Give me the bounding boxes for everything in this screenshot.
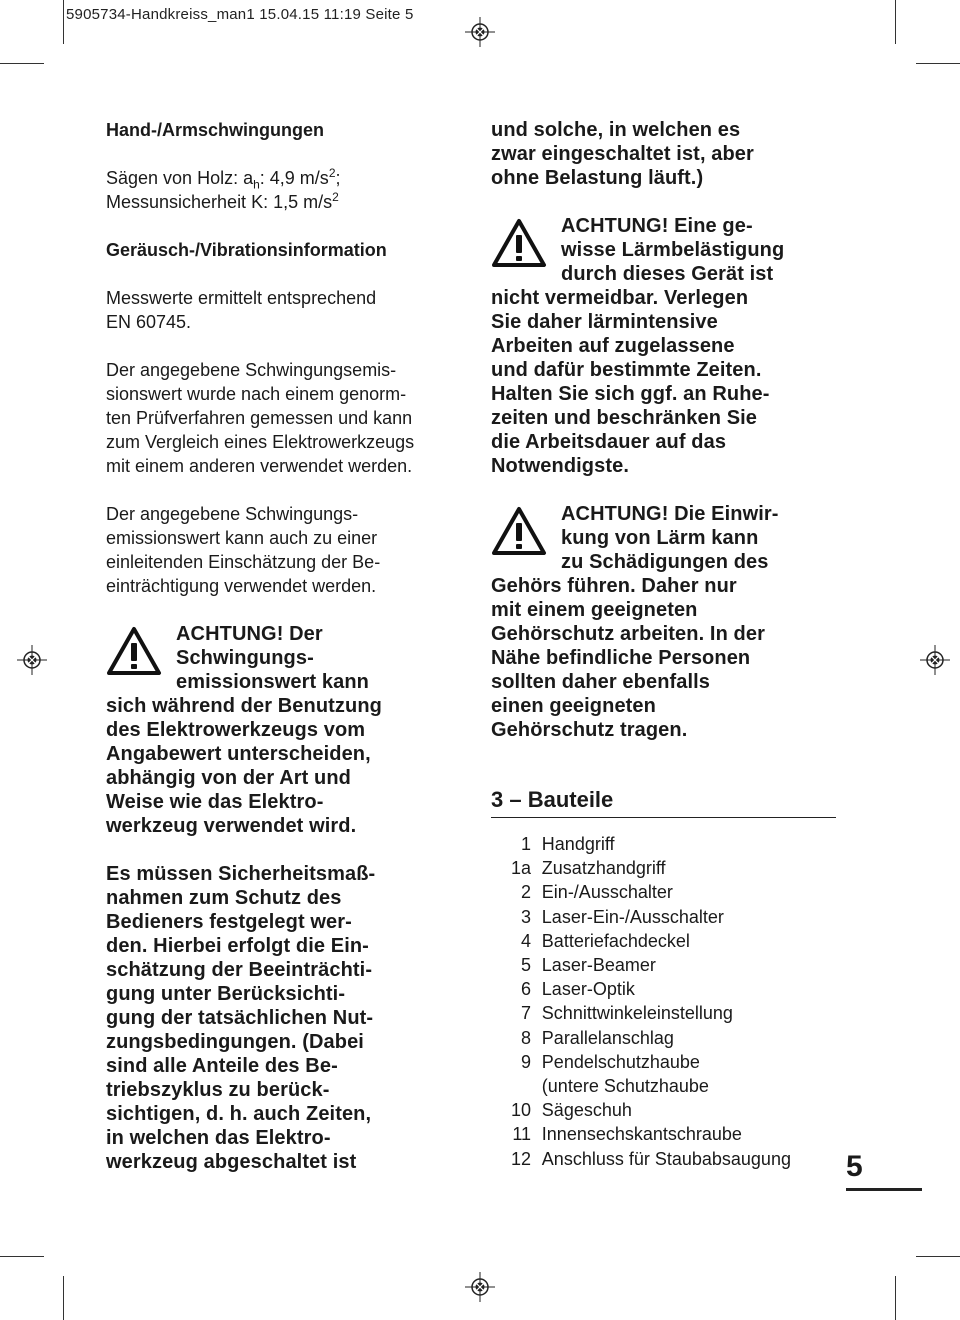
text-line: sichtigen, d. h. auch Zeiten, xyxy=(106,1103,372,1125)
registration-mark-top-icon xyxy=(465,17,495,47)
list-item xyxy=(491,832,836,856)
list-item xyxy=(491,977,836,1001)
text-line: einträchtigung verwendet werden. xyxy=(106,576,377,596)
crop-mark-top-right-h xyxy=(916,63,960,64)
part-number: 3 xyxy=(520,906,531,927)
part-label: Innensechskantschraube xyxy=(541,1124,742,1145)
warning-triangle-icon xyxy=(491,218,547,268)
text-line: ACHTUNG! Der xyxy=(176,623,323,645)
text-line: kung von Lärm kann xyxy=(561,527,759,549)
part-label: Ein-/Ausschalter xyxy=(541,882,673,903)
text-line: in welchen das Elektro- xyxy=(106,1127,331,1149)
crop-mark-top-left-v xyxy=(63,0,64,44)
measured-line-1: Messwerte ermittelt entsprechend xyxy=(106,288,377,308)
text-line: Gehörs führen. Daher nur xyxy=(491,575,737,597)
part-number: 1 xyxy=(520,834,531,854)
text-line: Angabewert unterscheiden, xyxy=(106,743,371,765)
text-line: Notwendigste. xyxy=(491,455,629,477)
crop-mark-bottom-right-h xyxy=(916,1256,960,1257)
list-item xyxy=(491,1001,836,1025)
registration-mark-left-icon xyxy=(17,645,47,675)
text-line: Es müssen Sicherheitsmaß- xyxy=(106,863,376,885)
continuation-paragraph xyxy=(491,118,836,190)
text-line: und dafür bestimmte Zeiten. xyxy=(491,359,762,381)
text-line: zeiten und beschränken Sie xyxy=(491,407,758,429)
text-line: und solche, in welchen es xyxy=(491,119,741,141)
list-item xyxy=(491,929,836,953)
text-line: sich während der Benutzung xyxy=(106,695,382,717)
part-label: Pendelschutzhaube xyxy=(541,1051,700,1072)
text-line: mit einem geeigneten xyxy=(491,599,698,621)
text-line: zwar eingeschaltet ist, aber xyxy=(491,143,754,165)
warning-hearing-damage xyxy=(491,502,836,742)
saw-wood-value: Sägen von Holz: $a_h$: 4,9 $m/s^2$; xyxy=(106,166,341,192)
list-item xyxy=(491,1050,836,1074)
text-line: emissionswert kann auch zu einer xyxy=(106,528,378,548)
text-line: sind alle Anteile des Be- xyxy=(106,1055,338,1077)
part-number: 4 xyxy=(520,930,531,951)
crop-mark-bottom-left-v xyxy=(63,1276,64,1320)
text-line: schätzung der Beeinträchti- xyxy=(106,959,373,981)
text-line: triebszyklus zu berück- xyxy=(106,1079,330,1101)
text-line: Sie daher lärmintensive xyxy=(491,311,718,333)
part-label: Batteriefachdeckel xyxy=(541,930,690,951)
part-label: Anschluss für Staubabsaugung xyxy=(541,1148,791,1169)
safety-measures-paragraph xyxy=(106,862,446,1174)
part-label: Zusatzhandgriff xyxy=(541,858,666,879)
text-line: werkzeug abgeschaltet ist xyxy=(106,1151,357,1173)
text-line: gung unter Berücksichti- xyxy=(106,983,346,1005)
text-line: Der angegebene Schwingungs- xyxy=(106,504,359,524)
part-number: 6 xyxy=(520,979,531,1000)
registration-mark-bottom-icon xyxy=(465,1272,495,1302)
part-label: Handgriff xyxy=(541,834,615,854)
text-line: gung der tatsächlichen Nut- xyxy=(106,1007,374,1029)
crop-mark-bottom-left-h xyxy=(0,1256,44,1257)
list-item xyxy=(491,1026,836,1050)
uncertainty-value: Messunsicherheit K: 1,5 $m/s^2$ xyxy=(106,190,339,212)
text-line: ohne Belastung läuft.) xyxy=(491,167,704,189)
list-item xyxy=(491,1074,836,1098)
text-line: Halten Sie sich ggf. an Ruhe- xyxy=(491,383,770,405)
list-item xyxy=(491,856,836,880)
text-line: durch dieses Gerät ist xyxy=(561,263,774,285)
warning-vibration xyxy=(106,622,446,838)
text-line: Nähe befindliche Personen xyxy=(491,647,751,669)
part-number: 2 xyxy=(520,882,531,903)
part-label: Schnittwinkeleinstellung xyxy=(541,1003,733,1024)
warning-noise-nuisance xyxy=(491,214,836,478)
page-number: 5 xyxy=(846,1150,863,1183)
text-line: abhängig von der Art und xyxy=(106,767,351,789)
vibration-paragraph-2 xyxy=(106,502,446,598)
text-line: mit einem anderen verwendet werden. xyxy=(106,456,413,476)
crop-mark-top-right-v xyxy=(895,0,896,44)
noise-vibration-heading: Geräusch-/Vibrationsinformation xyxy=(106,240,387,260)
part-label: Laser-Optik xyxy=(541,979,635,1000)
part-number: 9 xyxy=(520,1051,531,1072)
warning-triangle-icon xyxy=(106,626,162,676)
text-line: wisse Lärmbelästigung xyxy=(561,239,785,261)
list-item xyxy=(491,905,836,929)
part-label: Laser-Ein-/Ausschalter xyxy=(541,906,724,927)
list-item xyxy=(491,1098,836,1122)
text-line: Schwingungs- xyxy=(176,647,314,669)
text-line: den. Hierbei erfolgt die Ein- xyxy=(106,935,369,957)
text-line: ACHTUNG! Die Einwir- xyxy=(561,503,779,525)
part-number: 7 xyxy=(520,1003,531,1024)
text-line: des Elektrowerkzeugs vom xyxy=(106,719,366,741)
text-line: zum Vergleich eines Elektrowerkzeugs xyxy=(106,432,415,452)
text-line: ACHTUNG! Eine ge- xyxy=(561,215,753,237)
section-title: 3 – Bauteile xyxy=(491,786,836,818)
part-number: 5 xyxy=(520,955,531,976)
part-number xyxy=(491,1074,531,1098)
crop-mark-top-left-h xyxy=(0,63,44,64)
list-item xyxy=(491,880,836,904)
part-number: 1a xyxy=(510,858,531,879)
print-slug: 5905734-Handkreiss_man1 15.04.15 11:19 Seite 5 xyxy=(66,6,414,23)
part-number: 12 xyxy=(510,1148,531,1169)
crop-mark-bottom-right-v xyxy=(895,1276,896,1320)
page-number-rule xyxy=(846,1188,922,1191)
registration-mark-right-icon xyxy=(920,645,950,675)
text-line: Gehörschutz arbeiten. In der xyxy=(491,623,765,645)
text-line: nahmen zum Schutz des xyxy=(106,887,342,909)
parts-list xyxy=(491,832,836,1171)
list-item xyxy=(491,1122,836,1146)
part-label: Laser-Beamer xyxy=(541,955,656,976)
text-line: zu Schädigungen des xyxy=(561,551,769,573)
part-label: Parallelanschlag xyxy=(541,1027,674,1048)
warning-triangle-icon xyxy=(491,506,547,556)
text-line: Weise wie das Elektro- xyxy=(106,791,324,813)
text-line: Arbeiten auf zugelassene xyxy=(491,335,735,357)
text-line: nicht vermeidbar. Verlegen xyxy=(491,287,749,309)
text-line: Bedieners festgelegt wer- xyxy=(106,911,352,933)
part-number: 11 xyxy=(512,1124,531,1145)
part-label: Sägeschuh xyxy=(541,1100,632,1121)
measured-line-2: EN 60745. xyxy=(106,312,192,332)
part-label: (untere Schutzhaube xyxy=(541,1076,709,1097)
hand-arm-vibration-heading: Hand-/Armschwingungen xyxy=(106,120,325,140)
text-line: emissionswert kann xyxy=(176,671,369,693)
left-column xyxy=(106,118,446,1174)
text-line: sollten daher ebenfalls xyxy=(491,671,711,693)
right-column xyxy=(491,118,836,1171)
text-line: einen geeigneten xyxy=(491,695,656,717)
list-item xyxy=(491,953,836,977)
text-line: einleitenden Einschätzung der Be- xyxy=(106,552,381,572)
part-number: 10 xyxy=(510,1100,531,1121)
text-line: zungsbedingungen. (Dabei xyxy=(106,1031,364,1053)
text-line: sionswert wurde nach einem genorm- xyxy=(106,384,407,404)
text-line: werkzeug verwendet wird. xyxy=(106,815,357,837)
text-line: Gehörschutz tragen. xyxy=(491,719,688,741)
list-item xyxy=(491,1147,836,1171)
part-number: 8 xyxy=(520,1027,531,1048)
text-line: Der angegebene Schwingungsemis- xyxy=(106,360,397,380)
text-line: ten Prüfverfahren gemessen und kann xyxy=(106,408,413,428)
text-line: die Arbeitsdauer auf das xyxy=(491,431,727,453)
vibration-paragraph-1 xyxy=(106,358,446,478)
